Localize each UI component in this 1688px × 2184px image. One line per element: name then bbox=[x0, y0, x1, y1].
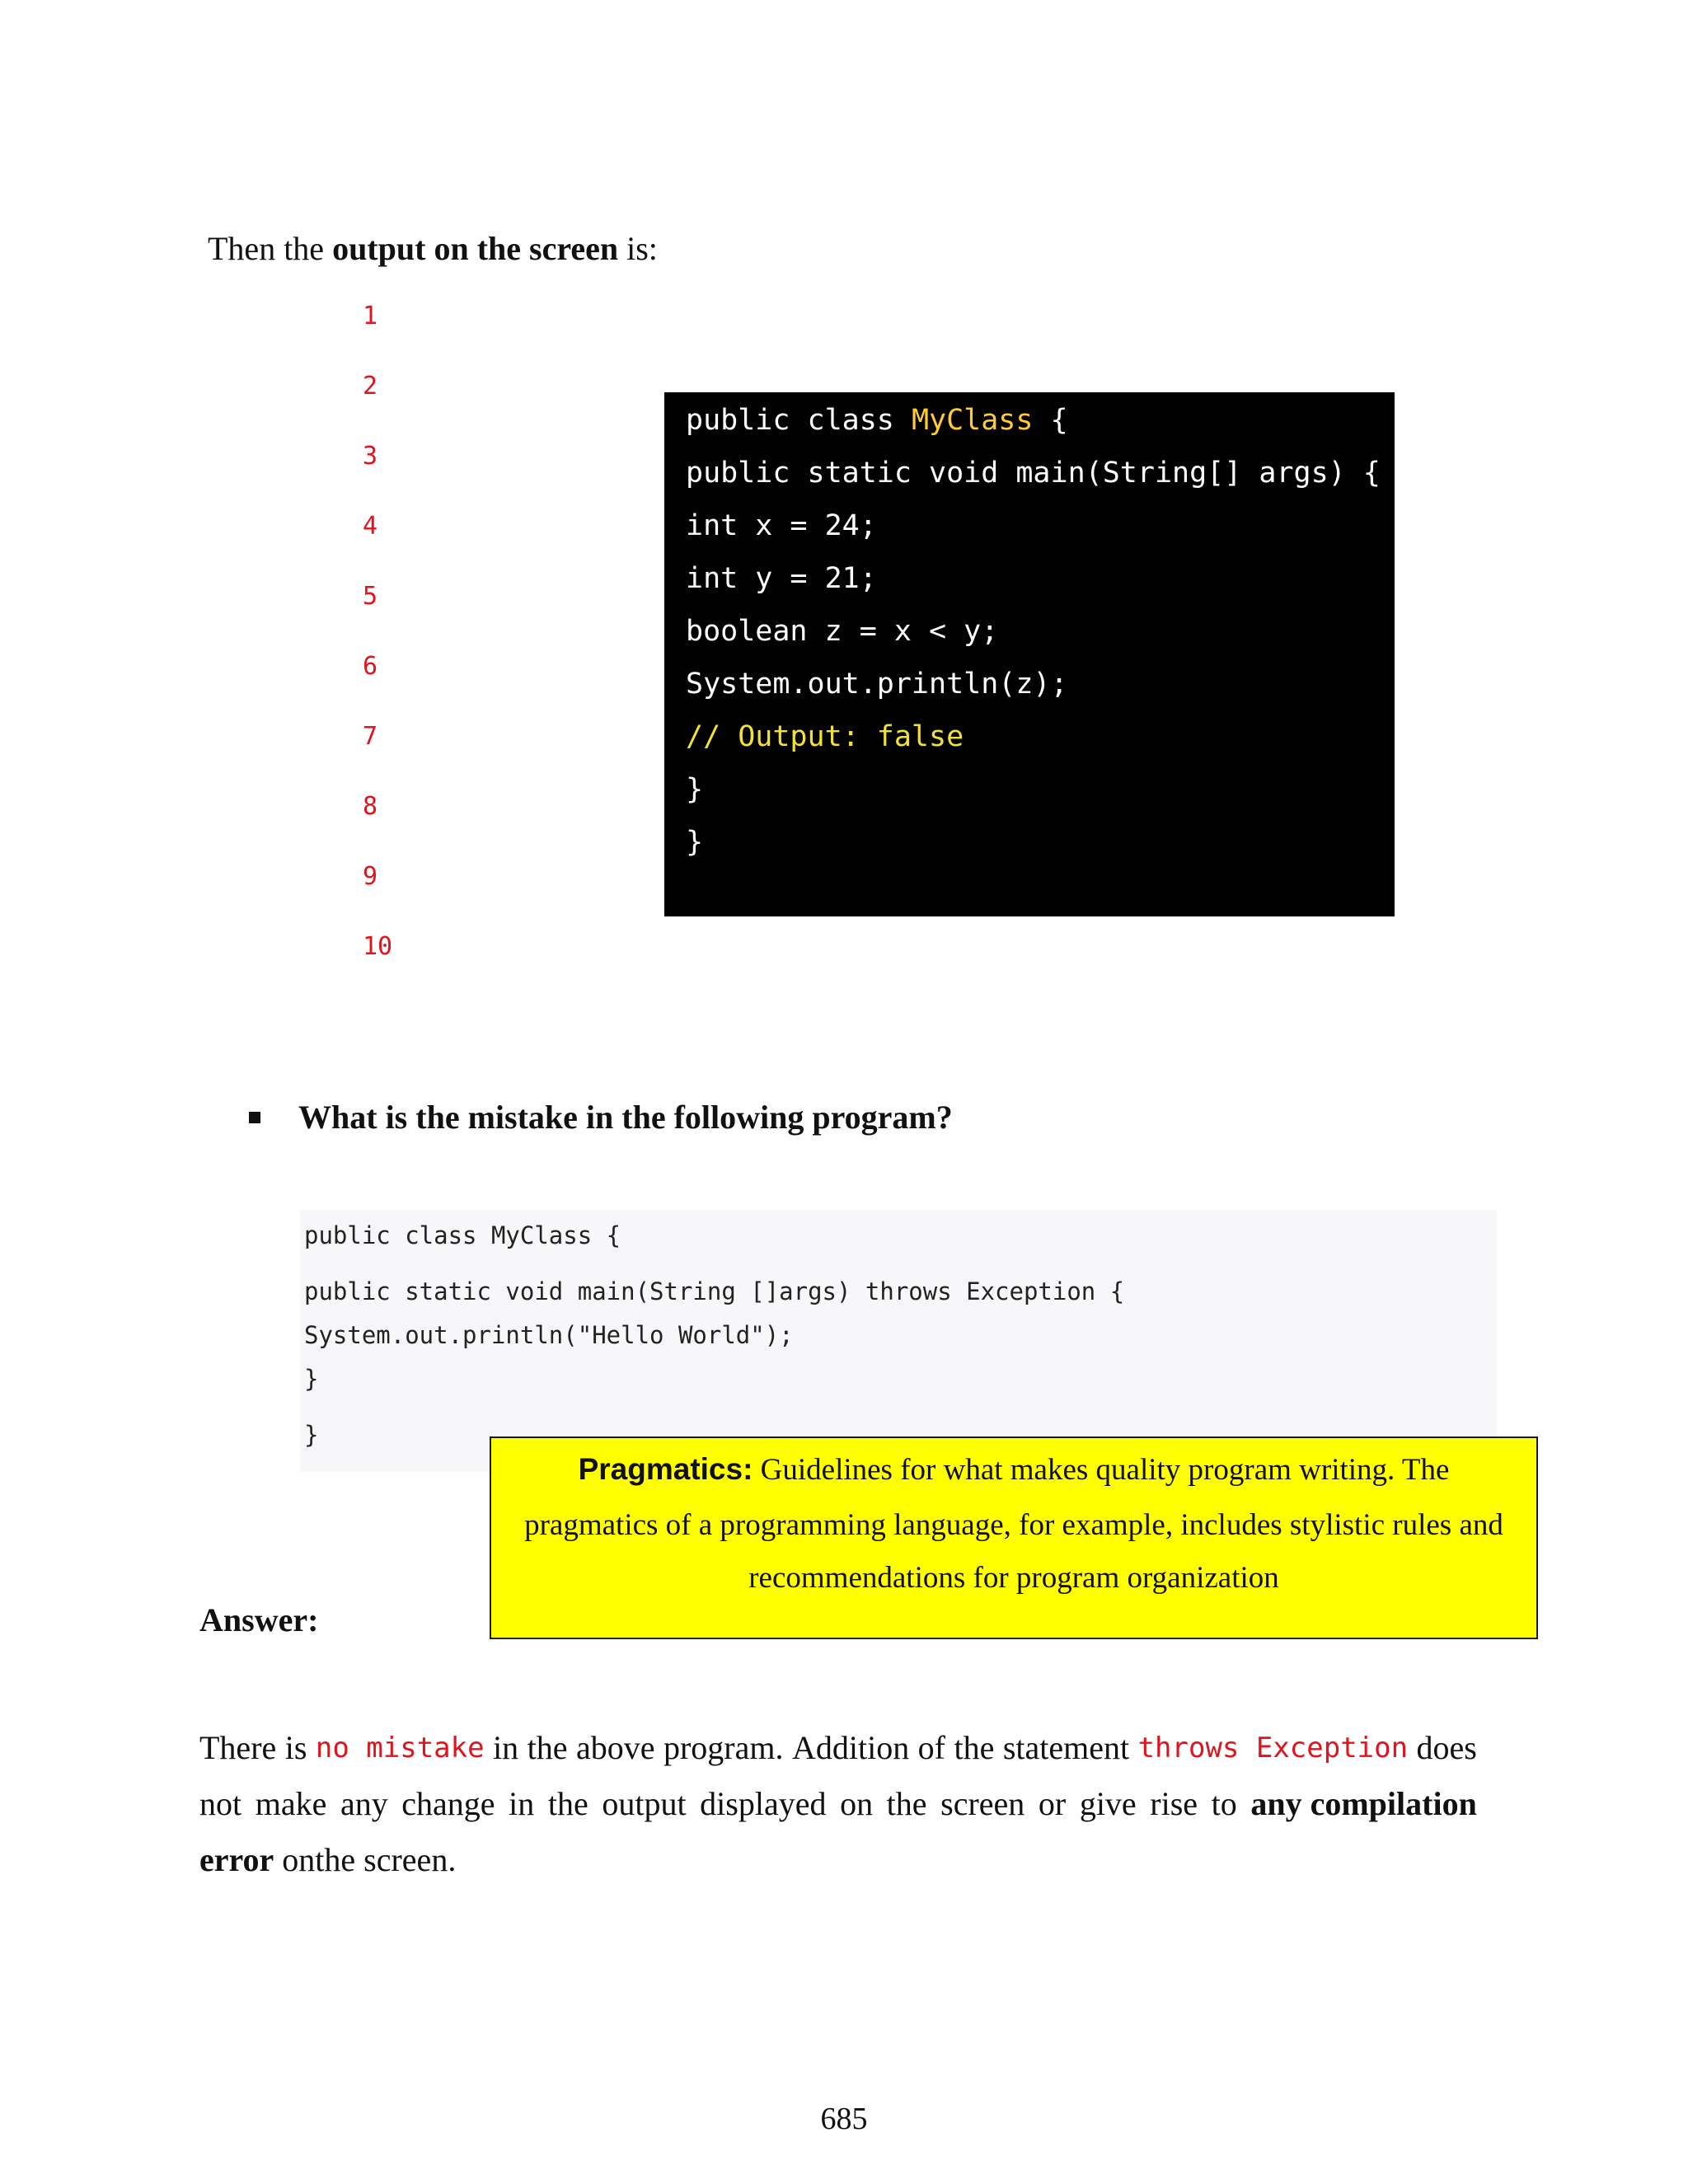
square-bullet-icon bbox=[249, 1112, 260, 1123]
answer-bold-phrase: any compilation bbox=[1250, 1785, 1477, 1822]
line-number: 4 bbox=[363, 512, 378, 541]
code-line: } bbox=[304, 1421, 319, 1449]
answer-line: not make any change in the output displayed on the screen or give rise to any compilation bbox=[199, 1775, 1477, 1833]
line-number: 7 bbox=[363, 722, 378, 751]
code-line: System.out.println(z); bbox=[686, 668, 1068, 701]
answer-label: Answer: bbox=[199, 1601, 319, 1638]
code-comment: // Output: false bbox=[686, 720, 964, 753]
code-block-dark bbox=[664, 392, 1395, 916]
code-line: boolean z = x < y; bbox=[686, 615, 999, 648]
code-line: public static void main(String []args) throws Exception { bbox=[304, 1277, 1125, 1305]
line-number: 8 bbox=[363, 792, 378, 821]
code-line: } bbox=[686, 826, 704, 859]
line-number: 3 bbox=[363, 442, 378, 471]
code-line: public static void main(String[] args) { bbox=[686, 457, 1381, 490]
intro-sentence: Then the output on the screen is: bbox=[208, 230, 658, 267]
callout-term: Pragmatics: bbox=[578, 1452, 753, 1486]
answer-line: error onthe screen. bbox=[199, 1841, 457, 1878]
code-line: System.out.println("Hello World"); bbox=[304, 1321, 794, 1349]
line-number: 5 bbox=[363, 582, 378, 611]
line-number: 9 bbox=[363, 862, 378, 891]
code-line: } bbox=[304, 1365, 319, 1393]
inline-code-throws-exception: throws Exception bbox=[1137, 1732, 1409, 1765]
line-number: 2 bbox=[363, 372, 378, 401]
code-block-light bbox=[300, 1210, 1497, 1472]
answer-line: There is no mistake in the above program. Addition of the statement throws Exception does bbox=[199, 1719, 1477, 1777]
code-line: int x = 24; bbox=[686, 509, 877, 542]
line-number: 1 bbox=[363, 302, 378, 330]
intro-bold-phrase: output on the screen bbox=[332, 230, 619, 267]
line-number: 10 bbox=[363, 932, 393, 961]
inline-code-no-mistake: no mistake bbox=[315, 1732, 485, 1765]
page-number: 685 bbox=[820, 2102, 868, 2136]
line-number: 6 bbox=[363, 652, 378, 681]
answer-bold-word: error bbox=[199, 1841, 274, 1878]
callout-line: recommendations for program organization bbox=[748, 1561, 1279, 1595]
question-heading: What is the mistake in the following program? bbox=[249, 1093, 953, 1142]
code-line: } bbox=[686, 773, 704, 806]
code-line: public class MyClass { bbox=[304, 1221, 621, 1249]
callout-line: Pragmatics: Guidelines for what makes quality program writing. The bbox=[578, 1452, 1450, 1487]
code-line: public class MyClass { bbox=[686, 404, 1068, 437]
class-name-highlight: MyClass bbox=[911, 404, 1034, 437]
pragmatics-callout-box bbox=[490, 1436, 1538, 1639]
code-line: int y = 21; bbox=[686, 562, 877, 595]
callout-line: pragmatics of a programming language, for example, includes stylistic rules and bbox=[524, 1508, 1503, 1542]
